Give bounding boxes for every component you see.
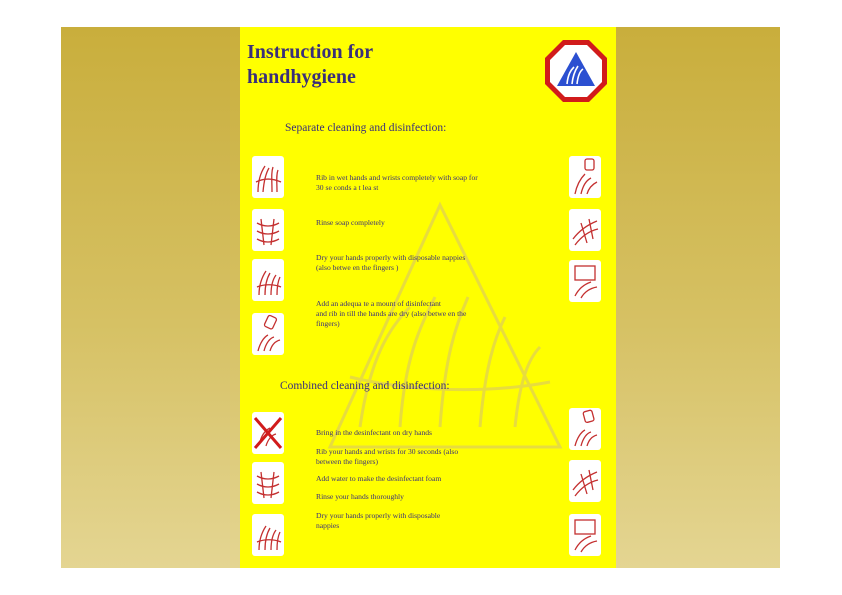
section1-step-2: [316, 218, 521, 228]
step-text: Rib in wet hands and wrists completely with soap for: [316, 173, 478, 182]
step-text: nappies: [316, 521, 340, 530]
section2-step-4: [316, 492, 521, 502]
section1-step-1: [316, 173, 521, 193]
title-line-1: Instruction for: [247, 41, 374, 63]
hands-rinse-sketch-icon: [252, 259, 284, 301]
wrist-rub-sketch-icon: [569, 460, 601, 502]
no-water-crossed-hands-icon: [252, 412, 284, 454]
section1-step-4: [316, 299, 521, 329]
towel-dry-sketch-icon: [569, 514, 601, 556]
step-text: Add water to make the desinfectant foam: [316, 474, 442, 483]
step-text: Bring in the desinfectant on dry hands: [316, 428, 432, 437]
hygiene-poster: [240, 27, 616, 568]
poster-title: [247, 40, 467, 90]
step-text: Rinse your hands thoroughly: [316, 492, 404, 501]
wrist-rub-sketch-icon: [569, 209, 601, 251]
soap-bottle-sketch-icon: [569, 156, 601, 198]
hand-washing-hazard-logo-icon: [543, 38, 609, 104]
title-line-2: handhygiene: [247, 66, 356, 88]
step-text: Add an adequa te a mount of disinfectant: [316, 299, 442, 308]
disinfectant-bottle-sketch-icon: [569, 408, 601, 450]
step-text: between the fingers): [316, 457, 378, 466]
hands-foam-sketch-icon: [252, 514, 284, 556]
hand-triangle-watermark-icon: [240, 27, 616, 568]
section2-step-5: [316, 511, 521, 531]
disinfectant-bottle-sketch-icon: [252, 313, 284, 355]
step-text: Rinse soap completely: [316, 218, 385, 227]
step-text: Dry your hands properly with disposable nappies: [316, 253, 466, 262]
hands-interlaced-sketch-icon: [252, 209, 284, 251]
step-text: Dry your hands properly with disposable: [316, 511, 441, 520]
step-text: 30 se conds a t lea st: [316, 183, 379, 192]
step-text: (also betwe en the fingers ): [316, 263, 399, 272]
section2-step-1: [316, 428, 521, 438]
hands-rubbing-sketch-icon: [252, 156, 284, 198]
section2-heading: Combined cleaning and disinfection:: [280, 380, 450, 392]
towel-dry-sketch-icon: [569, 260, 601, 302]
section2-step-2: [316, 447, 521, 467]
step-text: and rib in till the hands are dry (also betwe en the: [316, 309, 467, 318]
step-text: fingers): [316, 319, 340, 328]
step-text: Rib your hands and wrists for 30 seconds (also: [316, 447, 459, 456]
hands-rubbing-sketch-icon: [252, 462, 284, 504]
section1-step-3: [316, 253, 521, 273]
section1-heading: Separate cleaning and disinfection:: [285, 122, 447, 134]
section2-step-3: [316, 474, 521, 484]
